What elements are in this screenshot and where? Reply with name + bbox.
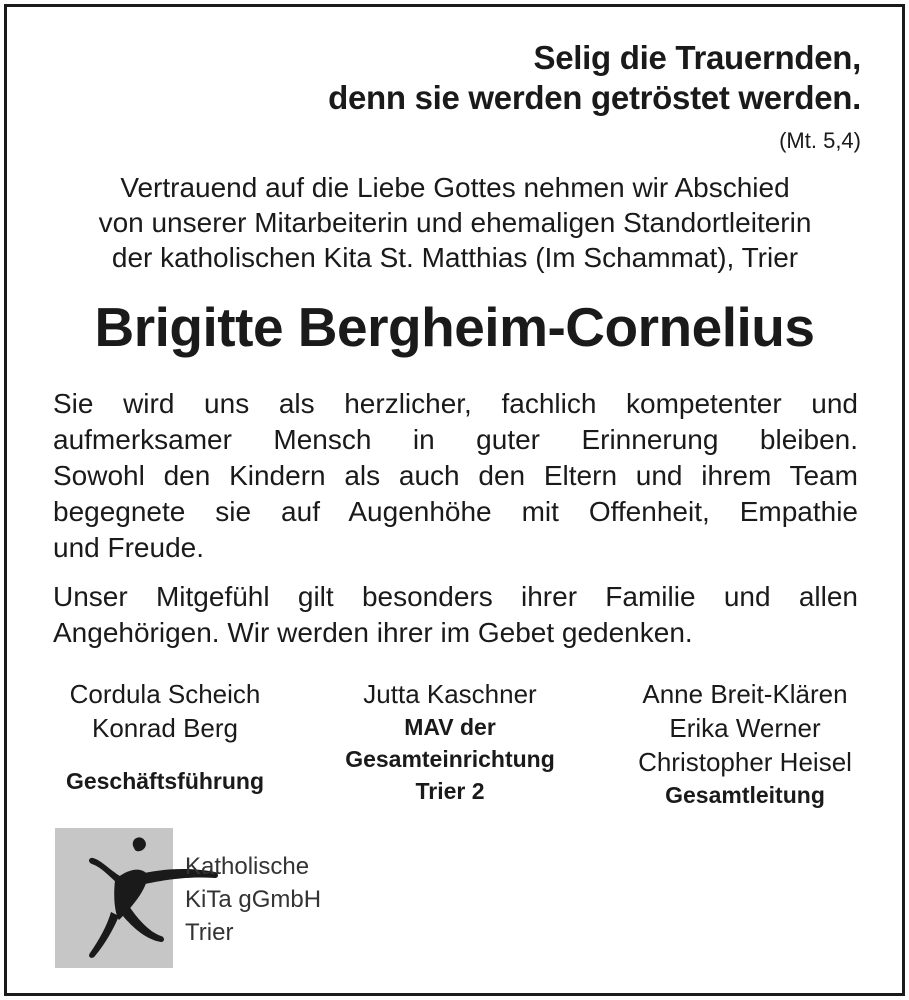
logo-text-line-2: KiTa gGmbH <box>185 886 322 913</box>
condolence-line: Unser Mitgefühl gilt besonders ihrer Familie und allen <box>53 581 858 612</box>
quote-line-1: Selig die Trauernden, <box>533 39 861 76</box>
tribute-line: und Freude. <box>53 532 204 563</box>
signature-mav <box>315 677 585 811</box>
tribute-paragraph <box>53 386 858 566</box>
signatory-name: Jutta Kaschner <box>363 679 537 709</box>
tribute-line: Sowohl den Kindern als auch den Eltern und ihrem Team <box>53 460 858 491</box>
signatory-role: Trier 2 <box>415 778 485 804</box>
tribute-line: Sie wird uns als herzlicher, fachlich kompetenter und <box>53 388 858 419</box>
signatory-role: Gesamteinrichtung <box>345 746 555 772</box>
intro-line-1: Vertrauend auf die Liebe Gottes nehmen wir Abschied <box>120 172 790 203</box>
bible-quote <box>328 38 861 118</box>
signatures <box>30 677 890 811</box>
kita-logo <box>55 828 355 968</box>
signatory-name: Erika Werner <box>669 713 821 743</box>
condolence-line: Angehörigen. Wir werden ihrer im Gebet gedenken. <box>53 617 693 648</box>
signatory-name: Christopher Heisel <box>638 747 852 777</box>
signature-management <box>30 677 300 811</box>
intro-text <box>40 170 870 275</box>
intro-line-3: der katholischen Kita St. Matthias (Im Schammat), Trier <box>111 242 799 273</box>
deceased-name: Brigitte Bergheim-Cornelius <box>94 296 815 358</box>
condolence-paragraph <box>53 579 858 651</box>
quote-line-2: denn sie werden getröstet werden. <box>328 79 861 116</box>
logo-wordmark <box>185 850 321 949</box>
signatory-role: Geschäftsführung <box>65 768 265 794</box>
logo-text-line-1: Katholische <box>185 853 310 880</box>
tribute-line: aufmerksamer Mensch in guter Erinnerung bleiben. <box>53 424 858 455</box>
signatory-name: Konrad Berg <box>92 713 238 743</box>
signatory-role: MAV der <box>404 714 496 740</box>
tribute-line: begegnete sie auf Augenhöhe mit Offenheit, Empathie <box>53 496 858 527</box>
signature-leadership <box>600 677 890 811</box>
signatory-role: Gesamtleitung <box>665 782 825 808</box>
signatory-name: Cordula Scheich <box>69 679 261 709</box>
quote-reference: (Mt. 5,4) <box>779 128 861 153</box>
logo-text-line-3: Trier <box>185 919 234 946</box>
intro-line-2: von unserer Mitarbeiterin und ehemaligen Standortleiterin <box>98 207 812 238</box>
signatory-name: Anne Breit-Klären <box>642 679 848 709</box>
